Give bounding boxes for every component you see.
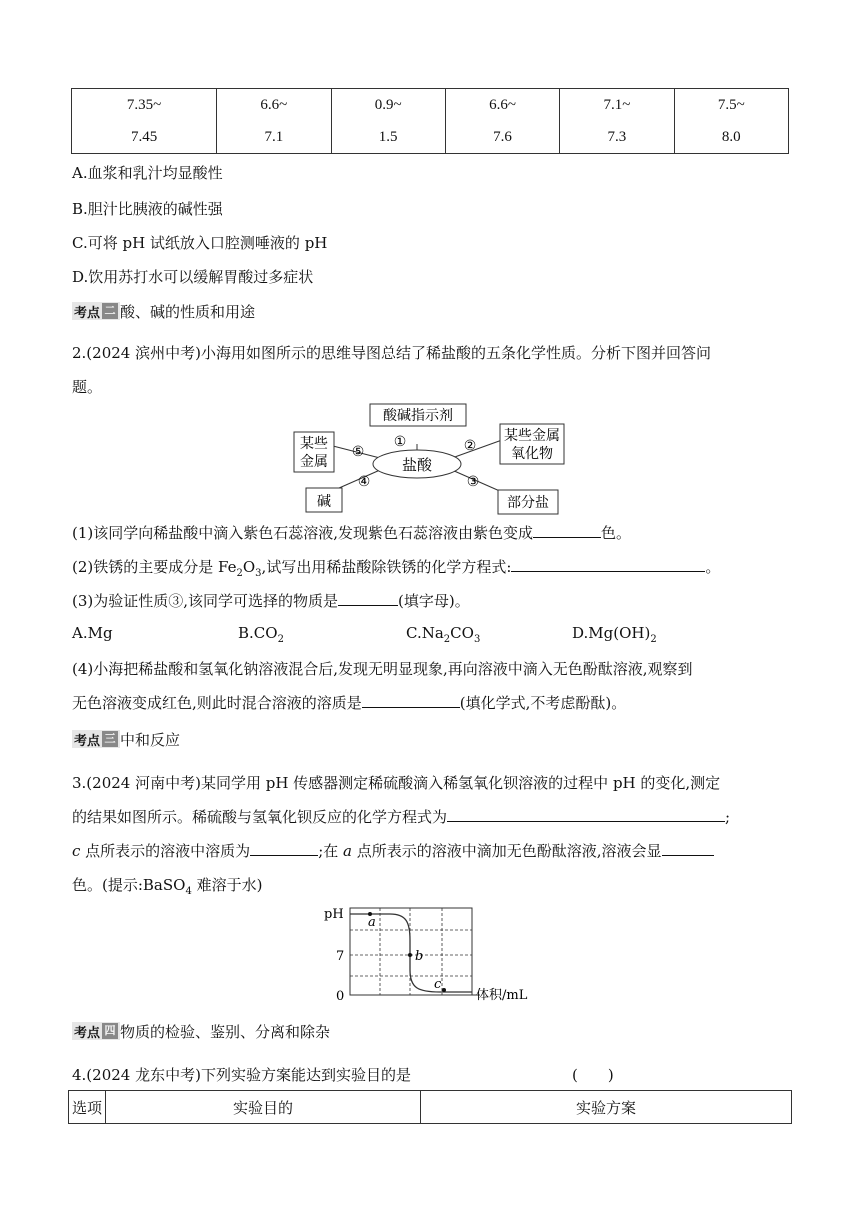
kaodian-badge: 考点 三 [72, 730, 120, 748]
q3-stem-2: 的结果如图所示。稀硫酸与氢氧化钡反应的化学方程式为 ; [72, 808, 731, 826]
ph-cell: 7.5~ 8.0 [674, 89, 788, 154]
answer-blank[interactable] [338, 590, 398, 606]
q2-sub3: (3)为验证性质③,该同学可选择的物质是 (填字母)。 [72, 592, 470, 610]
ph-cell: 6.6~ 7.6 [445, 89, 559, 154]
kaodian-badge: 考点 四 [72, 1022, 120, 1040]
tick-0: 0 [336, 989, 345, 1004]
q3-stem: 3.(2024 河南中考)某同学用 pH 传感器测定稀硫酸滴入稀氢氧化钡溶液的过程中 pH 的变化,测定 [72, 774, 721, 792]
kaodian-badge: 考点 二 [72, 302, 120, 320]
q4-stem: 4.(2024 龙东中考)下列实验方案能达到实验目的是 [72, 1066, 411, 1084]
svg-text:金属: 金属 [300, 454, 328, 470]
q1-option-b: B.胆汁比胰液的碱性强 [72, 200, 223, 218]
svg-text:②: ② [463, 438, 477, 454]
label-c: c [434, 977, 442, 992]
ph-cell: 6.6~ 7.1 [217, 89, 331, 154]
answer-blank[interactable] [511, 556, 705, 572]
svg-text:某些金属: 某些金属 [504, 428, 560, 444]
svg-text:③: ③ [466, 474, 480, 490]
ph-cell: 0.9~ 1.5 [331, 89, 445, 154]
section-heading [72, 728, 180, 750]
q2-option-a: A.Mg [72, 624, 113, 642]
q2-option-c: $C.Na_2CO_3$ [406, 624, 481, 645]
q4-table [68, 1090, 792, 1124]
q2-sub1: (1)该同学向稀盐酸中滴入紫色石蕊溶液,发现紫色石蕊溶液由紫色变成 色。 [72, 524, 632, 542]
svg-text:部分盐: 部分盐 [507, 495, 549, 511]
answer-blank[interactable] [533, 522, 601, 538]
svg-text:①: ① [393, 434, 407, 450]
answer-blank[interactable] [662, 840, 714, 856]
table-header: 选项 [69, 1091, 106, 1124]
q2-sub4: (4)小海把稀盐酸和氢氧化钠溶液混合后,发现无明显现象,再向溶液中滴入无色酚酞溶液,观察到 [72, 660, 693, 678]
x-axis-label: 体积/mL [476, 988, 528, 1003]
ph-cell: 7.35~ 7.45 [72, 89, 217, 154]
y-axis-label: pH [324, 907, 344, 922]
section-title: 物质的检验、鉴别、分离和除杂 [120, 1022, 331, 1041]
q3-stem-3: c 点所表示的溶液中溶质为 ;在 a 点所表示的溶液中滴加无色酚酞溶液,溶液会显 [72, 840, 714, 861]
table-header: 实验方案 [421, 1091, 792, 1124]
svg-text:④: ④ [357, 474, 371, 490]
svg-text:⑤: ⑤ [351, 444, 365, 460]
q3-stem-4: 色。(提示:BaSO$_4$ 难溶于水) [72, 876, 263, 897]
q1-option-a: A.血浆和乳汁均显酸性 [72, 164, 223, 182]
label-a: a [368, 915, 376, 930]
answer-paren[interactable]: ( ) [572, 1066, 614, 1084]
tick-7: 7 [336, 949, 345, 964]
q2-stem-cont: 题。 [72, 378, 103, 396]
answer-blank[interactable] [447, 806, 725, 822]
q2-option-b: $B.CO_2$ [238, 624, 284, 645]
svg-text:某些: 某些 [300, 436, 328, 452]
svg-text:氧化物: 氧化物 [511, 446, 553, 462]
answer-blank[interactable] [250, 840, 318, 856]
center-label: 盐酸 [401, 456, 433, 474]
point-b [408, 953, 412, 957]
section-heading [72, 300, 255, 322]
table-header: 实验目的 [106, 1091, 421, 1124]
ph-value-table [71, 88, 789, 154]
section-title: 中和反应 [120, 730, 181, 749]
svg-text:酸碱指示剂: 酸碱指示剂 [383, 408, 453, 424]
ph-curve-graph [320, 900, 540, 1006]
section-title: 酸、碱的性质和用途 [120, 302, 256, 321]
ph-cell: 7.1~ 7.3 [560, 89, 674, 154]
answer-blank[interactable] [362, 692, 460, 708]
q2-sub2: (2)铁锈的主要成分是 $Fe_2O_3$,试写出用稀盐酸除铁锈的化学方程式: 。 [72, 558, 721, 579]
q2-sub4-cont: 无色溶液变成红色,则此时混合溶液的溶质是 (填化学式,不考虑酚酞)。 [72, 694, 627, 712]
section-heading [72, 1020, 330, 1042]
mind-map-diagram [280, 400, 580, 518]
q1-option-d: D.饮用苏打水可以缓解胃酸过多症状 [72, 268, 314, 286]
q2-option-d: $D.Mg(OH)_2$ [572, 624, 657, 645]
label-b: b [415, 949, 424, 964]
point-c [442, 988, 446, 992]
q2-stem: 2.(2024 滨州中考)小海用如图所示的思维导图总结了稀盐酸的五条化学性质。分析下图并回答问 [72, 344, 711, 362]
q1-option-c: C.可将 pH 试纸放入口腔测唾液的 pH [72, 234, 328, 252]
svg-text:碱: 碱 [317, 494, 331, 510]
